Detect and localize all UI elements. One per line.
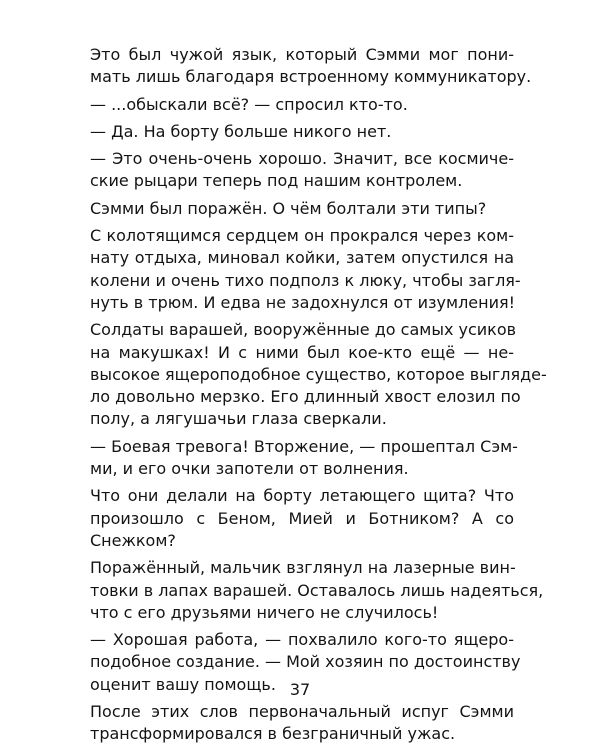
text-line: что с его друзьями ничего не случилось!: [90, 602, 439, 622]
paragraph-5: [90, 198, 514, 220]
text-line: ло довольно мерзко. Его длинный хвост елозил по: [90, 387, 521, 407]
paragraph-3: [90, 121, 514, 143]
text-line: колени и очень тихо подполз к люку, чтобы загля-: [90, 270, 521, 290]
text-line: на макушках! И с ними был кое-кто ещё — не-: [90, 342, 514, 362]
text-line: — Боевая тревога! Вторжение, — прошептал Сэм-: [90, 436, 518, 456]
paragraph-1: [90, 44, 532, 89]
text-line: полу, а лягушачьи глаза сверкали.: [90, 409, 387, 429]
paragraph-12: [90, 701, 514, 746]
text-line: Снежком?: [90, 530, 176, 550]
text-line: нату отдыха, миновал койки, затем опустился на: [90, 248, 514, 268]
text-line: трансформировался в безграничный ужас.: [90, 724, 456, 744]
paragraph-6: [90, 225, 521, 314]
text-line: — ...обыскали всё? — спросил кто-то.: [90, 94, 408, 114]
text-line: Солдаты варашей, вооружённые до самых усиков: [90, 320, 517, 340]
text-line: нуть в трюм. И едва не задохнулся от изумления!: [90, 292, 516, 312]
text-line: — Хорошая работа, — похвалило кого-то ящеро-: [90, 630, 514, 650]
text-line: мать лишь благодаря встроенному коммуникатору.: [90, 67, 532, 87]
body-text: [90, 44, 547, 751]
paragraph-10: [90, 557, 544, 624]
text-line: подобное создание. — Мой хозяин по достоинству: [90, 652, 521, 672]
text-line: ми, и его очки запотели от волнения.: [90, 459, 409, 479]
text-line: Это был чужой язык, который Сэмми мог пони-: [90, 45, 514, 64]
text-line: С колотящимся сердцем он прокрался через ком-: [90, 226, 514, 246]
text-line: — Да. На борту больше никого нет.: [90, 121, 392, 141]
text-line: товки в лапах варашей. Оставалось лишь надеяться,: [90, 580, 544, 600]
paragraph-2: [90, 94, 514, 116]
text-line: Что они делали на борту летающего щита? Что: [90, 486, 514, 506]
text-line: оценит вашу помощь.: [90, 674, 276, 694]
page-number: 37: [289, 680, 311, 699]
text-line: После этих слов первоначальный испуг Сэмми: [90, 702, 514, 722]
paragraph-8: [90, 436, 518, 481]
paragraph-4: [90, 148, 514, 193]
text-line: Поражённый, мальчик взглянул на лазерные вин-: [90, 558, 516, 578]
paragraph-9: [90, 485, 514, 552]
text-line: произошло с Беном, Мией и Ботником? А со: [90, 508, 514, 528]
text-line: — Это очень-очень хорошо. Значит, все космиче-: [90, 149, 514, 169]
paragraph-7: [90, 319, 547, 430]
text-line: Сэмми был поражён. О чём болтали эти типы?: [90, 198, 487, 218]
text-line: высокое ящероподобное существо, которое выгляде-: [90, 364, 547, 384]
text-line: ские рыцари теперь под нашим контролем.: [90, 171, 463, 191]
